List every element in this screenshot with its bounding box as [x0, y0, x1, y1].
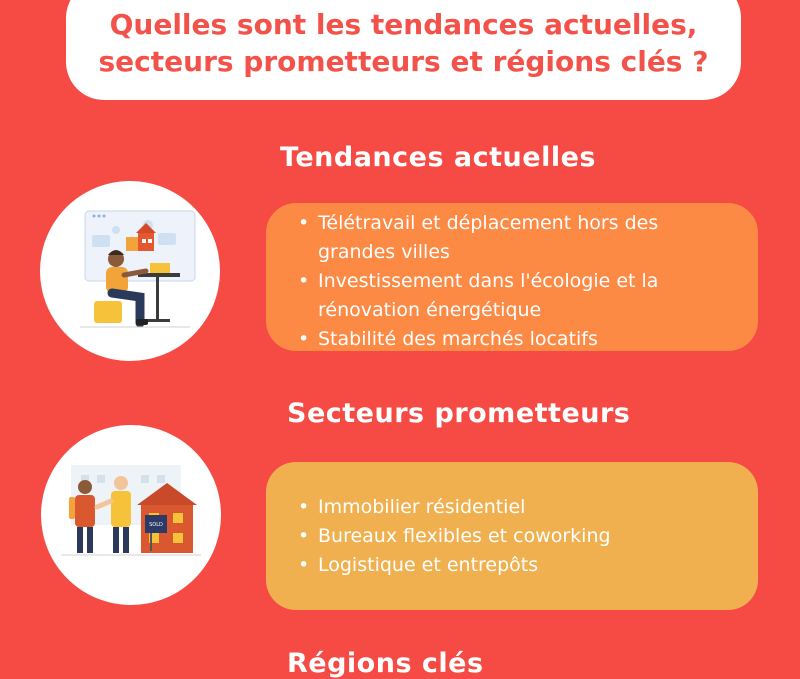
list-item: • Télétravail et déplacement hors des grandes villes	[318, 209, 738, 267]
page-title-line-2: secteurs prometteurs et régions clés ?	[98, 45, 709, 78]
list-item: • Immobilier résidentiel	[318, 493, 611, 522]
list-item: • Stabilité des marchés locatifs	[318, 325, 738, 354]
title-banner	[66, 0, 741, 100]
list-item: • Logistique et entrepôts	[318, 551, 611, 580]
section-heading-tendances: Tendances actuelles	[280, 142, 596, 173]
sectors-list	[288, 493, 611, 580]
section-heading-secteurs: Secteurs prometteurs	[287, 398, 631, 429]
list-item: • Investissement dans l'écologie et la rénovation énergétique	[318, 267, 738, 325]
sectors-card	[266, 462, 758, 610]
list-item: • Bureaux flexibles et coworking	[318, 522, 611, 551]
svg-text:SOLD: SOLD	[149, 522, 163, 528]
trends-card	[266, 203, 758, 351]
page-title-line-1: Quelles sont les tendances actuelles,	[109, 8, 698, 41]
real-estate-sold-house-illustration	[41, 425, 221, 605]
trends-list	[288, 209, 738, 354]
section-heading-regions: Régions clés	[287, 648, 484, 679]
person-working-on-laptop-illustration	[40, 181, 220, 361]
